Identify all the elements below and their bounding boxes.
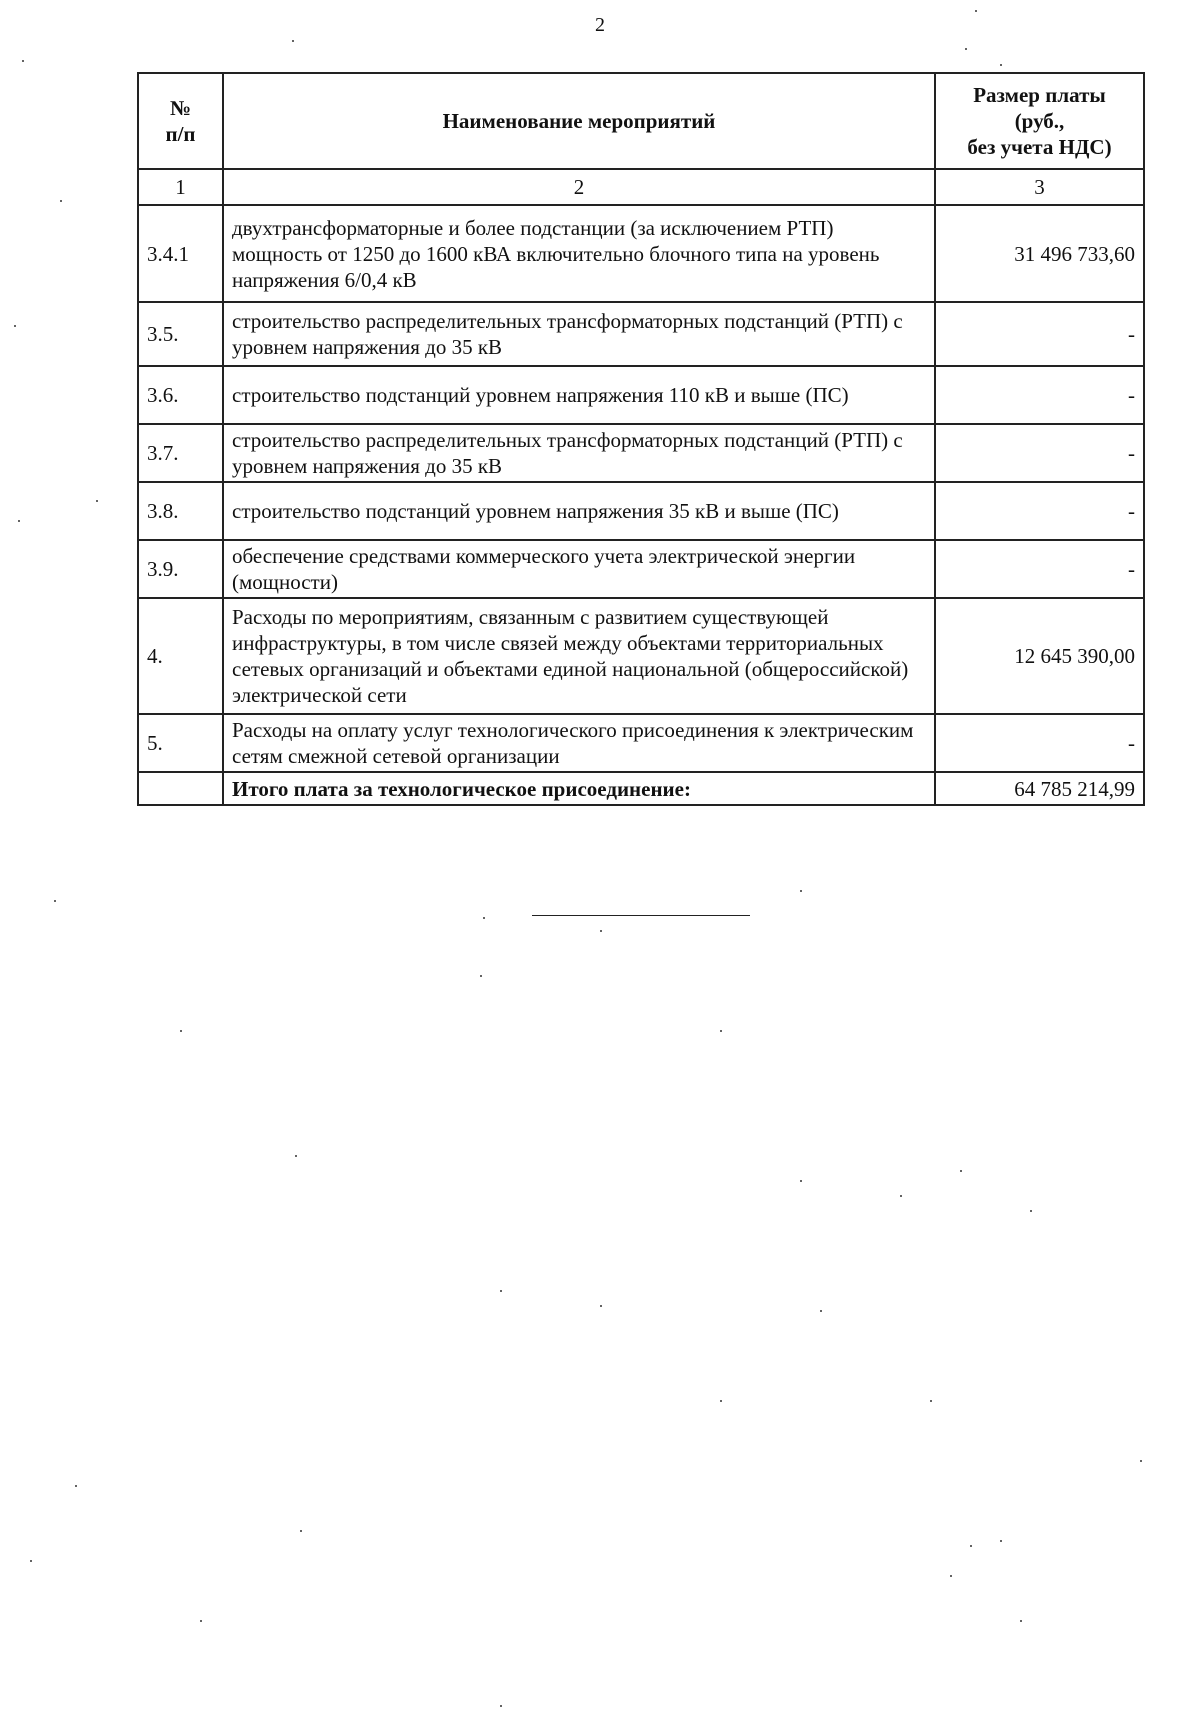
table-header-row (138, 73, 1144, 169)
end-separator-line (532, 915, 750, 916)
noise-speck (800, 1180, 802, 1182)
noise-speck (970, 1545, 972, 1547)
row-amount: - (935, 424, 1144, 482)
noise-speck (483, 917, 485, 919)
row-number: 5. (138, 714, 223, 772)
table-row (138, 482, 1144, 540)
noise-speck (950, 1575, 952, 1577)
noise-speck (54, 900, 56, 902)
row-amount: 31 496 733,60 (935, 205, 1144, 302)
row-description: двухтрансформаторные и более подстанции (за исключением РТП) мощность от 1250 до 1600 кВА включительно блочного типа на уровень напряжения 6/0,4 кВ (223, 205, 935, 302)
header-name: Наименование мероприятий (223, 73, 935, 169)
noise-speck (14, 325, 16, 327)
row-number: 3.7. (138, 424, 223, 482)
row-description: строительство распределительных трансформаторных подстанций (РТП) с уровнем напряжения до 35 кВ (223, 424, 935, 482)
noise-speck (720, 1030, 722, 1032)
page-number: 2 (595, 14, 605, 36)
noise-speck (200, 1620, 202, 1622)
noise-speck (96, 500, 98, 502)
noise-speck (300, 1530, 302, 1532)
noise-speck (820, 1310, 822, 1312)
noise-speck (22, 60, 24, 62)
row-amount: 12 645 390,00 (935, 598, 1144, 714)
table-row (138, 366, 1144, 424)
row-description: Расходы на оплату услуг технологического присоединения к электрическим сетям смежной сетевой организации (223, 714, 935, 772)
column-number: 1 (138, 169, 223, 205)
table-row (138, 714, 1144, 772)
noise-speck (30, 1560, 32, 1562)
row-number: 4. (138, 598, 223, 714)
row-amount: - (935, 302, 1144, 366)
row-description: строительство распределительных трансформаторных подстанций (РТП) с уровнем напряжения до 35 кВ (223, 302, 935, 366)
noise-speck (965, 48, 967, 50)
noise-speck (480, 975, 482, 977)
table-row (138, 540, 1144, 598)
noise-speck (500, 1290, 502, 1292)
row-number: 3.6. (138, 366, 223, 424)
total-number-cell (138, 772, 223, 805)
noise-speck (1000, 1540, 1002, 1542)
noise-speck (292, 40, 294, 42)
header-fee: Размер платы (руб., без учета НДС) (935, 73, 1144, 169)
total-amount: 64 785 214,99 (935, 772, 1144, 805)
row-number: 3.8. (138, 482, 223, 540)
noise-speck (1030, 1210, 1032, 1212)
noise-speck (180, 1030, 182, 1032)
row-number: 3.4.1 (138, 205, 223, 302)
noise-speck (600, 930, 602, 932)
noise-speck (930, 1400, 932, 1402)
table-row (138, 424, 1144, 482)
noise-speck (1140, 1460, 1142, 1462)
table-row (138, 302, 1144, 366)
noise-speck (975, 10, 977, 12)
row-amount: - (935, 366, 1144, 424)
column-number-row (138, 169, 1144, 205)
total-label: Итого плата за технологическое присоединение: (223, 772, 935, 805)
row-description: Расходы по мероприятиям, связанным с развитием существующей инфраструктуры, в том числе связей между объектами территориальных сетевых организаций и объектами единой национальной (общероссийской) электрической сети (223, 598, 935, 714)
noise-speck (18, 520, 20, 522)
header-num: № п/п (138, 73, 223, 169)
row-description: строительство подстанций уровнем напряжения 110 кВ и выше (ПС) (223, 366, 935, 424)
row-amount: - (935, 714, 1144, 772)
row-description: строительство подстанций уровнем напряжения 35 кВ и выше (ПС) (223, 482, 935, 540)
noise-speck (60, 200, 62, 202)
noise-speck (1020, 1620, 1022, 1622)
column-number: 2 (223, 169, 935, 205)
table-row (138, 598, 1144, 714)
noise-speck (800, 890, 802, 892)
noise-speck (75, 1485, 77, 1487)
noise-speck (1000, 64, 1002, 66)
noise-speck (500, 1705, 502, 1707)
noise-speck (600, 1305, 602, 1307)
fee-table (137, 72, 1145, 806)
noise-speck (720, 1400, 722, 1402)
row-amount: - (935, 540, 1144, 598)
noise-speck (900, 1195, 902, 1197)
column-number: 3 (935, 169, 1144, 205)
row-number: 3.9. (138, 540, 223, 598)
row-description: обеспечение средствами коммерческого учета электрической энергии (мощности) (223, 540, 935, 598)
noise-speck (960, 1170, 962, 1172)
noise-speck (295, 1155, 297, 1157)
row-amount: - (935, 482, 1144, 540)
total-row (138, 772, 1144, 805)
row-number: 3.5. (138, 302, 223, 366)
table-row (138, 205, 1144, 302)
